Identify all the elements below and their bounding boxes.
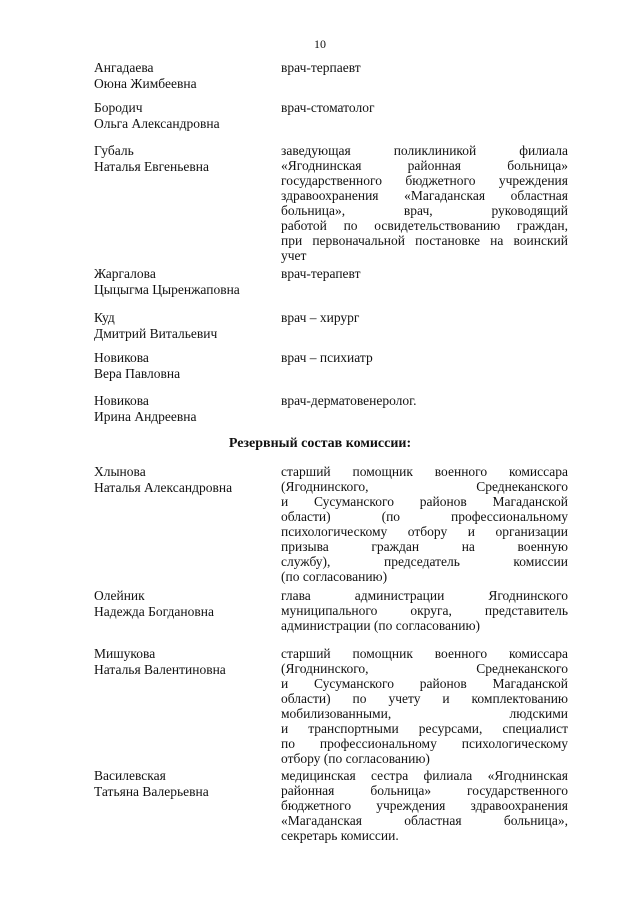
role-line: и Сусуманского районов Магаданской — [281, 494, 568, 509]
member-name — [94, 60, 274, 92]
member-role — [281, 464, 568, 584]
role-line: старший помощник военного комиссара — [281, 646, 568, 661]
role-line: мобилизованными, людскими — [281, 706, 568, 721]
member-role — [281, 143, 568, 263]
surname: Бородич — [94, 100, 143, 115]
role-line: психологическому отбору и организации — [281, 524, 568, 539]
role-line: врач-стоматолог — [281, 100, 375, 115]
member-role — [281, 350, 568, 365]
given-names: Ирина Андреевна — [94, 409, 197, 424]
role-line: «Магаданская областная больница», — [281, 813, 568, 828]
role-line: при первоначальной постановке на воинский — [281, 233, 568, 248]
member-name — [94, 464, 274, 496]
role-line: по профессиональному психологическому — [281, 736, 568, 751]
surname: Новикова — [94, 350, 149, 365]
role-line: старший помощник военного комиссара — [281, 464, 568, 479]
member-role — [281, 266, 568, 281]
member-role — [281, 588, 568, 633]
given-names: Ольга Александровна — [94, 116, 220, 131]
surname: Жаргалова — [94, 266, 156, 281]
member-name — [94, 588, 274, 620]
role-line: (по согласованию) — [281, 569, 388, 584]
member-role — [281, 60, 568, 75]
role-line: призыва граждан на военную — [281, 539, 568, 554]
role-line: врач – психиатр — [281, 350, 373, 365]
member-name — [94, 100, 274, 132]
given-names: Цыцыгма Цыренжаповна — [94, 282, 240, 297]
given-names: Оюна Жимбеевна — [94, 76, 197, 91]
role-line: районная больница» государственного — [281, 783, 568, 798]
role-line: области) по учету и комплектованию — [281, 691, 568, 706]
member-name — [94, 646, 274, 678]
given-names: Татьяна Валерьевна — [94, 784, 209, 799]
role-line: учет — [281, 248, 307, 263]
page-number: 10 — [314, 37, 326, 51]
member-name — [94, 310, 274, 342]
role-line: муниципального округа, представитель — [281, 603, 568, 618]
role-line: государственного бюджетного учреждения — [281, 173, 568, 188]
surname: Губаль — [94, 143, 134, 158]
member-name — [94, 393, 274, 425]
role-line: работой по освидетельствованию граждан, — [281, 218, 568, 233]
role-line: глава администрации Ягоднинского — [281, 588, 568, 603]
role-line: медицинская сестра филиала «Ягоднинская — [281, 768, 568, 783]
surname: Олейник — [94, 588, 145, 603]
role-line: врач-терпаевт — [281, 60, 361, 75]
surname: Ангадаева — [94, 60, 154, 75]
role-line: и транспортными ресурсами, специалист — [281, 721, 568, 736]
member-name — [94, 350, 274, 382]
member-name — [94, 143, 274, 175]
role-line: врач – хирург — [281, 310, 360, 325]
role-line: (Ягоднинского, Среднеканского — [281, 479, 568, 494]
member-role — [281, 100, 568, 115]
role-line: службу), председатель комиссии — [281, 554, 568, 569]
surname: Новикова — [94, 393, 149, 408]
given-names: Наталья Евгеньевна — [94, 159, 209, 174]
role-line: секретарь комиссии. — [281, 828, 399, 843]
role-line: «Ягоднинская районная больница» — [281, 158, 568, 173]
surname: Куд — [94, 310, 115, 325]
role-line: администрации (по согласованию) — [281, 618, 481, 633]
surname: Хлынова — [94, 464, 146, 479]
role-line: здравоохранения «Магаданская областная — [281, 188, 568, 203]
given-names: Надежда Богдановна — [94, 604, 214, 619]
member-role — [281, 768, 568, 843]
member-name — [94, 768, 274, 800]
role-line: и Сусуманского районов Магаданской — [281, 676, 568, 691]
given-names: Наталья Александровна — [94, 480, 233, 495]
surname: Василевская — [94, 768, 166, 783]
member-role — [281, 646, 568, 766]
member-role — [281, 393, 568, 408]
role-line: заведующая поликлиникой филиала — [281, 143, 568, 158]
member-role — [281, 310, 568, 325]
role-line: бюджетного учреждения здравоохранения — [281, 798, 568, 813]
given-names: Дмитрий Витальевич — [94, 326, 218, 341]
role-line: врач-дерматовенеролог. — [281, 393, 417, 408]
role-line: врач-терапевт — [281, 266, 361, 281]
role-line: отбору (по согласованию) — [281, 751, 430, 766]
surname: Мишукова — [94, 646, 156, 661]
member-name — [94, 266, 274, 298]
given-names: Вера Павловна — [94, 366, 181, 381]
role-line: больница», врач, руководящий — [281, 203, 568, 218]
role-line: области) (по профессиональному — [281, 509, 568, 524]
role-line: (Ягоднинского, Среднеканского — [281, 661, 568, 676]
reserve-heading: Резервный состав комиссии: — [228, 436, 412, 451]
given-names: Наталья Валентиновна — [94, 662, 226, 677]
